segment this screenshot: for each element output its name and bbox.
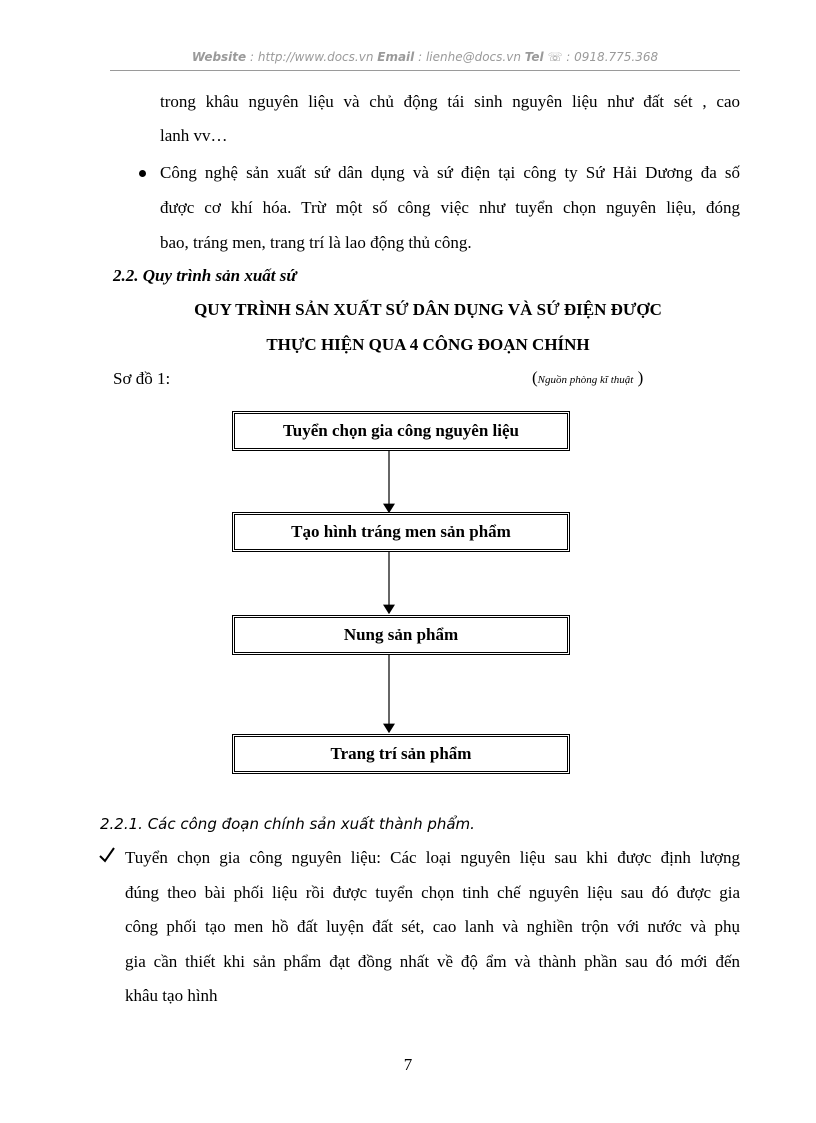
tel-value: : 0918.775.368	[562, 50, 659, 64]
page-number: 7	[403, 1055, 413, 1074]
subsection-heading: 2.2.1. Các công đoạn chính sản xuất thành phẩm.	[100, 815, 475, 833]
detail-line-2: đúng theo bài phối liệu rồi được tuyển chọn tinh chế nguyên liệu sau đó được gia	[125, 883, 740, 902]
checkmark-icon	[97, 845, 117, 865]
phone-icon: ☏	[547, 50, 563, 64]
email-label: Email	[377, 50, 415, 64]
bullet-line-2: được cơ khí hóa. Trừ một số công việc như tuyển chọn nguyên liệu, đóng	[160, 198, 740, 217]
flow-step-3: Nung sản phẩm	[232, 615, 570, 655]
process-title-line-2: THỰC HIỆN QUA 4 CÔNG ĐOẠN CHÍNH	[266, 335, 590, 354]
flow-step-4: Trang trí sản phẩm	[232, 734, 570, 774]
email-value: : lienhe@docs.vn	[414, 50, 525, 64]
website-value: : http://www.docs.vn	[246, 50, 378, 64]
bullet-line-3: bao, tráng men, trang trí là lao động thủ công.	[160, 233, 472, 252]
detail-line-5: khâu tạo hình	[125, 986, 218, 1005]
intro-line-1: trong khâu nguyên liệu và chủ động tái sinh nguyên liệu như đất sét , cao	[160, 92, 740, 111]
flow-step-1: Tuyển chọn gia công nguyên liệu	[232, 411, 570, 451]
process-title-line-1: QUY TRÌNH SẢN XUẤT SỨ DÂN DỤNG VÀ SỨ ĐIỆN ĐƯỢC	[194, 300, 662, 319]
intro-line-2: lanh vv…	[160, 126, 228, 145]
detail-line-1: Tuyển chọn gia công nguyên liệu: Các loại nguyên liệu sau khi được định lượng	[125, 848, 740, 867]
source-open: (	[532, 368, 538, 387]
section-heading: 2.2. Quy trình sản xuất sứ	[113, 266, 297, 285]
website-label: Website	[191, 50, 247, 64]
diagram-label: Sơ đồ 1:	[113, 369, 171, 388]
source-text: Nguồn phòng kĩ thuật	[537, 374, 634, 386]
source-close: )	[633, 368, 644, 387]
tel-label: Tel	[524, 50, 544, 64]
detail-line-4: gia cần thiết khi sản phẩm đạt đồng nhất về độ ẩm và thành phần sau đó mới đến	[125, 952, 740, 971]
bullet-line-1: Công nghệ sản xuất sứ dân dụng và sứ điện tại công ty Sứ Hải Dương đa số	[160, 163, 740, 182]
flow-step-2: Tạo hình tráng men sản phẩm	[232, 512, 570, 552]
detail-line-3: công phối tạo men hồ đất luyện đất sét, cao lanh và nghiền trộn với nước và phụ	[125, 917, 740, 936]
